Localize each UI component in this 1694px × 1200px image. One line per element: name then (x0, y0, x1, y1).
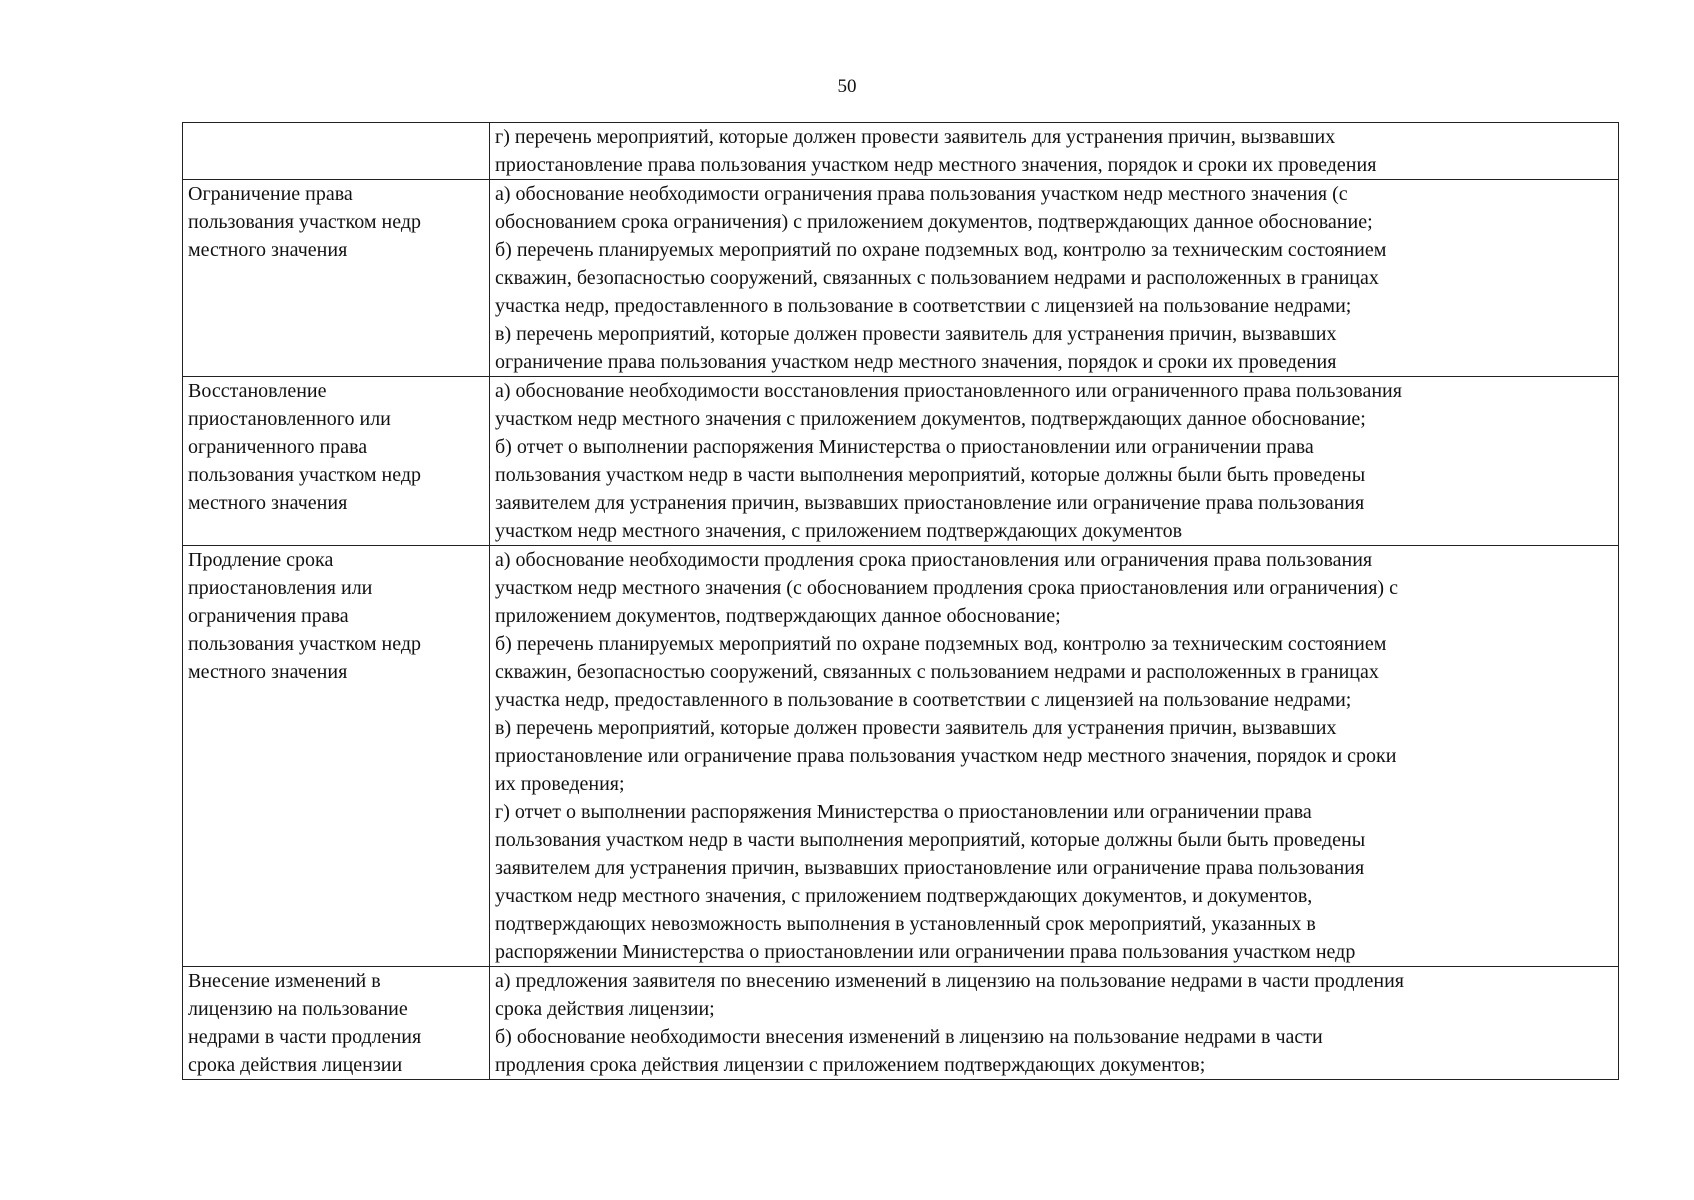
row-title-line: Продление срока (188, 549, 334, 571)
row-content-line: срока действия лицензии; (495, 998, 715, 1020)
row-title-line: Ограничение права (188, 183, 353, 205)
row-title-line: местного значения (188, 239, 348, 261)
row-title-line: ограниченного права (188, 436, 368, 458)
table-row (183, 123, 1619, 180)
row-content-line: участка недр, предоставленного в пользование в соответствии с лицензией на пользование недрами; (495, 295, 1352, 317)
document-table (182, 122, 1619, 1080)
row-content-line: обоснованием срока ограничения) с приложением документов, подтверждающих данное обоснование; (495, 211, 1373, 233)
row-title-line: ограничения права (188, 605, 349, 627)
row-content-line: приостановление права пользования участком недр местного значения, порядок и сроки их проведения (495, 154, 1377, 176)
row-title-line: Внесение изменений в (188, 970, 381, 992)
table-row (183, 546, 1619, 967)
row-content-line: б) перечень планируемых мероприятий по охране подземных вод, контролю за техническим состоянием (495, 633, 1387, 655)
table-row (183, 180, 1619, 377)
row-title-line: местного значения (188, 492, 348, 514)
row-title-line: приостановления или (188, 577, 373, 599)
row-content-line: в) перечень мероприятий, которые должен провести заявитель для устранения причин, вызвавших (495, 717, 1337, 739)
row-title-line: срока действия лицензии (188, 1054, 403, 1076)
row-content-cell (490, 180, 1619, 377)
row-content-line: пользования участком недр в части выполнения мероприятий, которые должны были быть проведены (495, 829, 1366, 851)
row-content-line: а) обоснование необходимости восстановления приостановленного или ограниченного права пользования (495, 380, 1402, 402)
row-content-line: г) перечень мероприятий, которые должен провести заявитель для устранения причин, вызвавших (495, 126, 1336, 148)
row-content-line: участком недр местного значения (с обоснованием продления срока приостановления или ограничения) с (495, 577, 1398, 599)
row-title-line: пользования участком недр (188, 211, 422, 233)
row-content-line: распоряжении Министерства о приостановлении или ограничении права пользования участком недр (495, 941, 1356, 963)
page-number: 50 (837, 76, 857, 97)
row-content-line: участком недр местного значения, с приложением подтверждающих документов (495, 520, 1183, 542)
row-title-line: пользования участком недр (188, 633, 422, 655)
row-content-line: их проведения; (495, 773, 625, 795)
row-content-line: а) предложения заявителя по внесению изменений в лицензию на пользование недрами в части продления (495, 970, 1404, 992)
row-content-line: пользования участком недр в части выполнения мероприятий, которые должны были быть проведены (495, 464, 1366, 486)
row-title-line: лицензию на пользование (188, 998, 408, 1020)
row-content-line: участка недр, предоставленного в пользование в соответствии с лицензией на пользование недрами; (495, 689, 1352, 711)
row-title-line: местного значения (188, 661, 348, 683)
row-content-line: скважин, безопасностью сооружений, связанных с пользованием недрами и расположенных в границах (495, 267, 1379, 289)
row-content-cell (490, 123, 1619, 180)
row-content-line: ограничение права пользования участком недр местного значения, порядок и сроки их проведения (495, 351, 1337, 373)
row-content-line: продления срока действия лицензии с приложением подтверждающих документов; (495, 1054, 1206, 1076)
row-content-line: в) перечень мероприятий, которые должен провести заявитель для устранения причин, вызвавших (495, 323, 1337, 345)
row-title-cell (183, 180, 490, 377)
row-content-line: заявителем для устранения причин, вызвавших приостановление или ограничение права пользования (495, 857, 1365, 879)
row-content-line: подтверждающих невозможность выполнения в установленный срок мероприятий, указанных в (495, 913, 1316, 935)
row-content-cell (490, 377, 1619, 546)
table-row (183, 377, 1619, 546)
row-content-line: б) обоснование необходимости внесения изменений в лицензию на пользование недрами в части (495, 1026, 1323, 1048)
row-title-cell (183, 377, 490, 546)
row-content-line: скважин, безопасностью сооружений, связанных с пользованием недрами и расположенных в границах (495, 661, 1379, 683)
row-content-line: а) обоснование необходимости продления срока приостановления или ограничения права пользования (495, 549, 1373, 571)
row-content-line: заявителем для устранения причин, вызвавших приостановление или ограничение права пользования (495, 492, 1365, 514)
row-title-line: пользования участком недр (188, 464, 422, 486)
row-title-line: Восстановление (188, 380, 327, 402)
row-content-line: участком недр местного значения с приложением документов, подтверждающих данное обоснование; (495, 408, 1366, 430)
row-title-line: недрами в части продления (188, 1026, 422, 1048)
row-content-line: а) обоснование необходимости ограничения права пользования участком недр местного значения (с (495, 183, 1348, 205)
row-content-line: участком недр местного значения, с приложением подтверждающих документов, и документов, (495, 885, 1313, 907)
row-title-line: приостановленного или (188, 408, 391, 430)
row-title-cell (183, 967, 490, 1080)
row-content-line: г) отчет о выполнении распоряжения Министерства о приостановлении или ограничении права (495, 801, 1312, 823)
row-content-line: приложением документов, подтверждающих данное обоснование; (495, 605, 1061, 627)
row-title-cell (183, 546, 490, 967)
row-content-cell (490, 546, 1619, 967)
row-content-line: б) отчет о выполнении распоряжения Министерства о приостановлении или ограничении права (495, 436, 1314, 458)
row-content-line: приостановление или ограничение права пользования участком недр местного значения, порядок и сроки (495, 745, 1397, 767)
row-content-cell (490, 967, 1619, 1080)
row-title-cell (183, 123, 490, 180)
table-row (183, 967, 1619, 1080)
row-content-line: б) перечень планируемых мероприятий по охране подземных вод, контролю за техническим состоянием (495, 239, 1387, 261)
